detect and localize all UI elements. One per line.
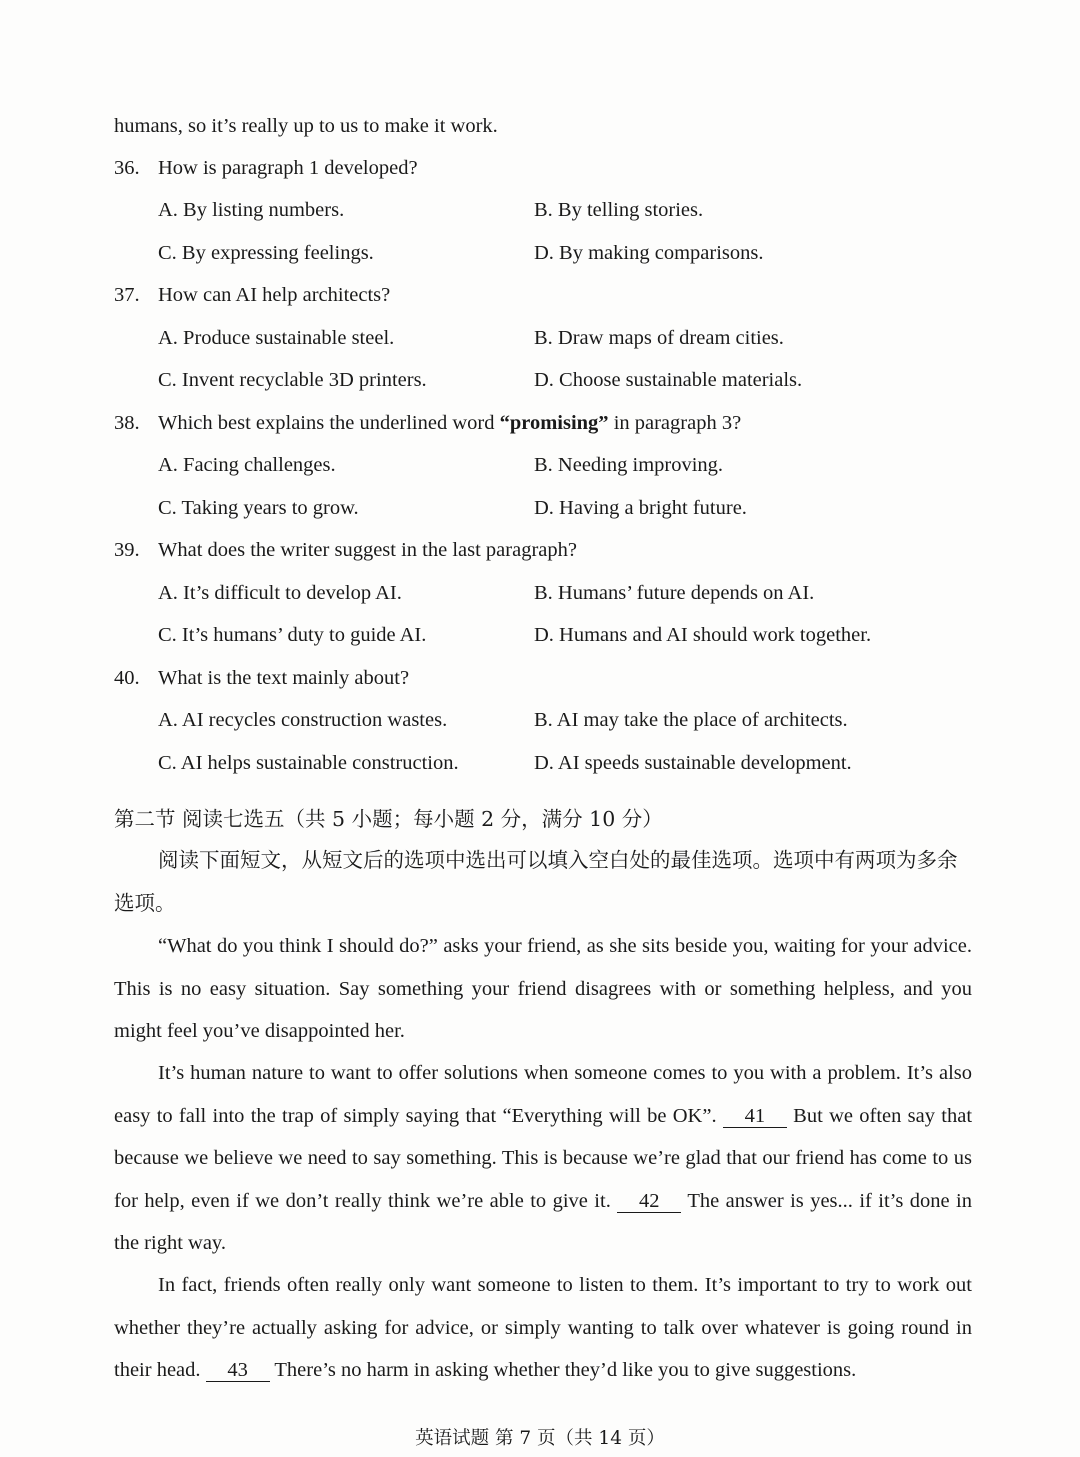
blank-43: 43 — [206, 1359, 270, 1382]
question-39 — [114, 536, 577, 564]
paragraph-text: The answer is yes... if it’s done in the right way. — [114, 1189, 972, 1254]
option-40-b: B. AI may take the place of architects. — [534, 709, 848, 731]
option-37-b: B. Draw maps of dream cities. — [534, 327, 784, 349]
passage-continuation: humans, so it’s really up to us to make it work. — [114, 115, 498, 137]
question-37 — [114, 281, 390, 309]
option-38-b: B. Needing improving. — [534, 454, 724, 476]
option-39-c: C. It’s humans’ duty to guide AI. — [158, 624, 427, 646]
blank-41: 41 — [723, 1105, 787, 1128]
paragraph-text: In fact, friends often really only want someone to listen to them. It’s important to try to work out whether they’re actually asking for advice, or simply wanting to talk over whatever is going round in their head. — [114, 1274, 972, 1381]
question-number: 39. — [114, 539, 140, 561]
option-40-d: D. AI speeds sustainable development. — [534, 752, 852, 774]
question-stem-pre: Which best explains the underlined word — [158, 412, 500, 434]
section-title: 第二节 阅读七选五（共 5 小题；每小题 2 分，满分 10 分） — [114, 807, 663, 831]
option-36-b: B. By telling stories. — [534, 199, 704, 221]
paragraph-text: There’s no harm in asking whether they’d like you to give suggestions. — [274, 1359, 857, 1381]
option-39-d: D. Humans and AI should work together. — [534, 624, 872, 646]
option-36-c: C. By expressing feelings. — [158, 242, 374, 264]
passage-paragraph-1: “What do you think I should do?” asks your friend, as she sits beside you, waiting for your advice. This is no easy situation. Say something your friend disagrees with or something helpless, and you might feel you’ve disappointed her. — [114, 935, 972, 1042]
option-38-d: D. Having a bright future. — [534, 497, 747, 519]
option-36-d: D. By making comparisons. — [534, 242, 764, 264]
question-number: 40. — [114, 667, 140, 689]
page-footer: 英语试题 第 7 页（共 14 页） — [415, 1428, 665, 1449]
passage-paragraph-2 — [114, 1052, 972, 1265]
question-stem: How is paragraph 1 developed? — [158, 157, 418, 179]
question-stem: What is the text mainly about? — [158, 667, 410, 689]
option-37-d: D. Choose sustainable materials. — [534, 369, 803, 391]
option-40-a: A. AI recycles construction wastes. — [158, 709, 448, 731]
paragraph-text: But we often say that because we believe we need to say something. This is because we’re glad that our friend has come to us for help, even if we don’t really think we’re able to give it. — [114, 1104, 973, 1212]
question-38 — [114, 409, 741, 437]
blank-42: 42 — [617, 1190, 681, 1213]
option-37-a: A. Produce sustainable steel. — [158, 327, 395, 349]
option-38-a: A. Facing challenges. — [158, 454, 336, 476]
question-number: 38. — [114, 412, 140, 434]
question-40 — [114, 664, 409, 692]
paragraph-text: It’s human nature to want to offer solutions when someone comes to you with a problem. It’s also easy to fall into the trap of simply saying that “Everything will be OK”. — [114, 1062, 972, 1127]
passage-paragraph-3 — [114, 1264, 972, 1392]
underlined-word: “promising” — [499, 412, 609, 434]
option-40-c: C. AI helps sustainable construction. — [158, 752, 459, 774]
question-number: 36. — [114, 157, 140, 179]
question-number: 37. — [114, 284, 140, 306]
question-36 — [114, 154, 418, 182]
question-stem-post: in paragraph 3? — [608, 412, 742, 434]
question-stem: What does the writer suggest in the last paragraph? — [158, 539, 577, 561]
option-39-a: A. It’s difficult to develop AI. — [158, 582, 402, 604]
option-38-c: C. Taking years to grow. — [158, 497, 359, 519]
section-instruction: 阅读下面短文，从短文后的选项中选出可以填入空白处的最佳选项。选项中有两项为多余选项。 — [114, 848, 958, 915]
option-37-c: C. Invent recyclable 3D printers. — [158, 369, 427, 391]
option-39-b: B. Humans’ future depends on AI. — [534, 582, 815, 604]
option-36-a: A. By listing numbers. — [158, 199, 345, 221]
question-stem: How can AI help architects? — [158, 284, 391, 306]
